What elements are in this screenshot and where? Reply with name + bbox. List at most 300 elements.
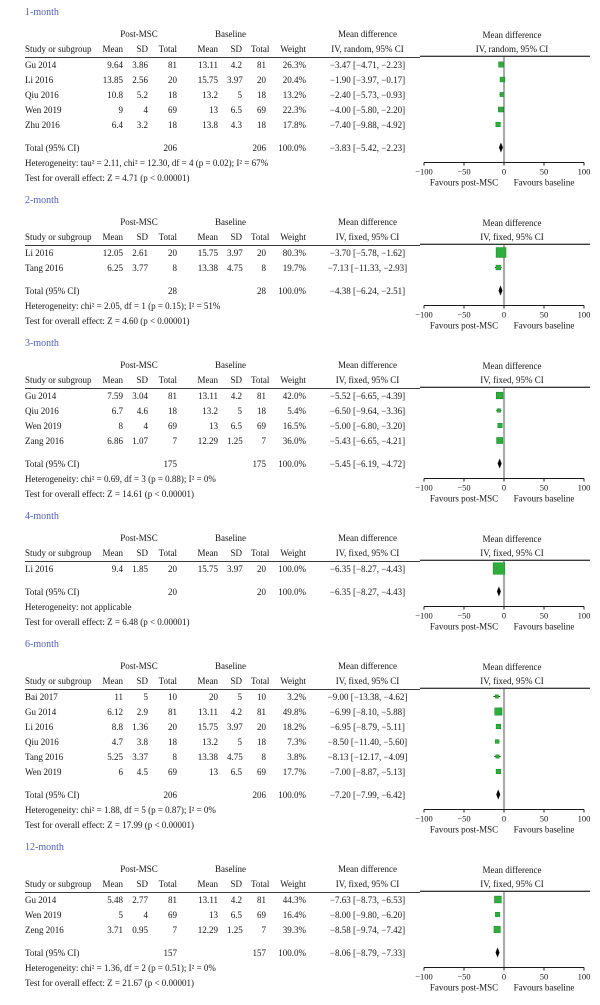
post-msc-mean: 5 — [118, 910, 123, 920]
study-ci-text: −7.13 [−11.33, −2.93] — [327, 263, 408, 273]
study-square — [495, 708, 502, 715]
heterogeneity-note: Heterogeneity: not applicable — [25, 602, 132, 612]
plot-md-header: Mean difference — [482, 662, 542, 672]
post-msc-sd: 4 — [143, 105, 148, 115]
panel-title: 6-month — [25, 639, 59, 650]
table-row — [25, 103, 420, 118]
post-msc-group-header: Post-MSC — [120, 360, 158, 370]
study-square — [498, 107, 503, 112]
study-column-header: Study or subgroup — [25, 232, 92, 242]
sd2-column-header: SD — [230, 879, 242, 889]
total-diamond — [498, 459, 502, 469]
study-ci-text: −1.90 [−3.97, −0.17] — [329, 75, 406, 85]
favours-left-label: Favours post-MSC — [429, 824, 499, 835]
weight-column-header: Weight — [280, 375, 306, 385]
axis-tick-label: 0 — [501, 610, 507, 621]
sd2-column-header: SD — [230, 676, 242, 686]
baseline-sd: 4.2 — [230, 895, 242, 905]
baseline-group-header: Baseline — [215, 661, 246, 671]
axis-tick-label: 50 — [539, 309, 549, 320]
baseline-sd: 6.5 — [230, 421, 242, 431]
axis-tick-label: −50 — [457, 610, 471, 621]
total-weight: 100.0% — [278, 459, 306, 469]
table-row — [25, 720, 420, 735]
total-label: Total (95% CI) — [25, 286, 80, 296]
total-row — [25, 457, 420, 472]
row-gap — [25, 276, 420, 284]
post-msc-total: 81 — [168, 895, 177, 905]
post-msc-mean: 9.4 — [111, 564, 123, 574]
total-baseline-n: 206 — [252, 790, 266, 800]
axis-tick-label: 0 — [501, 166, 507, 177]
study-table — [25, 358, 420, 502]
study-name: Gu 2014 — [25, 60, 57, 70]
post-msc-total: 18 — [168, 90, 177, 100]
post-msc-mean: 6 — [118, 767, 123, 777]
post-msc-mean: 6.12 — [107, 707, 123, 717]
baseline-total: 69 — [257, 105, 266, 115]
group-header-row — [25, 531, 420, 546]
post-msc-mean: 9.64 — [107, 60, 123, 70]
favours-left-label: Favours post-MSC — [429, 493, 499, 504]
baseline-mean: 15.75 — [197, 722, 218, 732]
post-msc-sd: 3.37 — [132, 752, 148, 762]
table-row — [25, 88, 420, 103]
study-weight: 17.7% — [282, 767, 306, 777]
total-ci-text: −8.06 [−8.79, −7.33] — [329, 948, 406, 958]
axis-tick-label: 50 — [539, 813, 549, 824]
heterogeneity-note: Heterogeneity: chi² = 1.88, df = 5 (p = 0.87); I² = 0% — [25, 805, 216, 815]
total-baseline-n: 28 — [257, 286, 266, 296]
mean1-column-header: Mean — [102, 548, 123, 558]
baseline-total: 20 — [257, 722, 266, 732]
study-table — [25, 27, 420, 186]
sd1-column-header: SD — [136, 375, 148, 385]
study-ci-text: −8.00 [−9.80, −6.20] — [329, 910, 406, 920]
post-msc-mean: 10.8 — [107, 90, 123, 100]
study-column-header: Study or subgroup — [25, 44, 92, 54]
post-msc-group-header: Post-MSC — [120, 533, 158, 543]
study-name: Tang 2016 — [25, 263, 64, 273]
post-msc-mean: 6.86 — [107, 436, 123, 446]
total-weight: 100.0% — [278, 790, 306, 800]
study-square — [496, 265, 501, 270]
forest-plot — [415, 659, 591, 836]
mean1-column-header: Mean — [102, 375, 123, 385]
favours-left-label: Favours post-MSC — [429, 982, 499, 993]
post-msc-total: 20 — [168, 722, 177, 732]
total2-column-header: Total — [251, 232, 270, 242]
heterogeneity-note: Heterogeneity: chi² = 0.69, df = 3 (p = 0.88); I² = 0% — [25, 474, 216, 484]
post-msc-sd: 2.77 — [132, 895, 148, 905]
post-msc-total: 8 — [172, 263, 177, 273]
baseline-sd: 1.25 — [227, 925, 243, 935]
spacer — [275, 659, 315, 674]
column-header-row — [25, 674, 420, 689]
baseline-mean: 15.75 — [197, 248, 218, 258]
weight-column-header: Weight — [280, 232, 306, 242]
baseline-total: 18 — [257, 406, 266, 416]
mean2-column-header: Mean — [197, 44, 218, 54]
spacer — [25, 659, 92, 674]
table-row — [25, 73, 420, 88]
sd2-column-header: SD — [230, 232, 242, 242]
axis-tick-label: 100 — [577, 813, 591, 824]
axis-tick-label: −100 — [415, 813, 433, 824]
total-diamond — [496, 948, 500, 958]
panel-body — [25, 27, 600, 189]
baseline-sd: 4.2 — [230, 60, 242, 70]
total-row — [25, 284, 420, 299]
favours-right-label: Favours baseline — [513, 177, 575, 188]
panel-body — [25, 215, 600, 332]
plot-md-header: Mean difference — [482, 534, 542, 544]
table-row — [25, 765, 420, 780]
forest-plot — [415, 215, 591, 332]
baseline-sd: 5 — [237, 692, 242, 702]
table-header — [25, 215, 420, 246]
study-weight: 20.4% — [282, 75, 306, 85]
mean1-column-header: Mean — [102, 44, 123, 54]
axis-tick-label: 50 — [539, 482, 549, 493]
axis-tick-label: −100 — [415, 610, 433, 621]
post-msc-group-header: Post-MSC — [120, 29, 158, 39]
table-header — [25, 862, 420, 893]
group-header-row — [25, 358, 420, 373]
post-msc-mean: 6.7 — [111, 406, 123, 416]
post-msc-sd: 4.6 — [136, 406, 148, 416]
column-header-row — [25, 546, 420, 561]
study-name: Zhu 2016 — [25, 120, 60, 130]
study-name: Li 2016 — [25, 722, 54, 732]
axis-tick-label: 50 — [539, 971, 549, 982]
plot-ci-header: IV, fixed, 95% CI — [480, 879, 544, 889]
baseline-mean: 13.11 — [198, 60, 218, 70]
spacer — [275, 27, 315, 42]
total-label: Total (95% CI) — [25, 587, 80, 597]
study-ci-text: −7.63 [−8.73, −6.53] — [329, 895, 406, 905]
study-square — [494, 926, 500, 932]
weight-column-header: Weight — [280, 879, 306, 889]
axis-tick-label: 0 — [501, 813, 507, 824]
overall-effect-note: Test for overall effect: Z = 14.61 (p < 0.00001) — [25, 489, 195, 499]
baseline-total: 18 — [257, 120, 266, 130]
table-row — [25, 419, 420, 434]
total1-column-header: Total — [158, 676, 177, 686]
total1-column-header: Total — [158, 879, 177, 889]
total-weight: 100.0% — [278, 587, 306, 597]
spacer — [25, 531, 92, 546]
baseline-group-header: Baseline — [215, 864, 246, 874]
baseline-total: 10 — [257, 692, 266, 702]
post-msc-mean: 11 — [114, 692, 123, 702]
post-msc-sd: 2.56 — [132, 75, 148, 85]
baseline-sd: 6.5 — [230, 767, 242, 777]
baseline-total: 20 — [257, 75, 266, 85]
study-square — [500, 92, 504, 96]
axis-tick-label: 100 — [577, 482, 591, 493]
total-row — [25, 141, 420, 156]
post-msc-sd: 3.2 — [136, 120, 148, 130]
total1-column-header: Total — [158, 548, 177, 558]
study-ci-text: −8.58 [−9.74, −7.42] — [329, 925, 406, 935]
axis-tick-label: 50 — [539, 610, 549, 621]
panel-body — [25, 862, 600, 994]
total-weight: 100.0% — [278, 143, 306, 153]
study-column-header: Study or subgroup — [25, 375, 92, 385]
total-post-msc-n: 175 — [163, 459, 177, 469]
post-msc-sd: 1.85 — [132, 564, 148, 574]
forest-plot — [415, 862, 591, 994]
study-square — [493, 563, 505, 575]
mean-difference-header: Mean difference — [337, 533, 398, 543]
study-weight: 17.8% — [282, 120, 306, 130]
post-msc-mean: 6.25 — [107, 263, 123, 273]
study-weight: 13.2% — [282, 90, 306, 100]
post-msc-group-header: Post-MSC — [120, 864, 158, 874]
sd2-column-header: SD — [230, 44, 242, 54]
mean-difference-header: Mean difference — [337, 864, 398, 874]
forest-panel — [25, 638, 600, 836]
plot-md-header: Mean difference — [482, 361, 542, 371]
study-name: Bai 2017 — [25, 692, 58, 702]
baseline-sd: 4.2 — [230, 707, 242, 717]
baseline-mean: 20 — [209, 692, 218, 702]
weight-column-header: Weight — [280, 548, 306, 558]
table-row — [25, 735, 420, 750]
axis-tick-label: 0 — [501, 971, 507, 982]
baseline-total: 7 — [261, 925, 266, 935]
plot-md-header: Mean difference — [482, 30, 542, 40]
overall-effect-note: Test for overall effect: Z = 17.99 (p < 0.00001) — [25, 820, 195, 830]
post-msc-total: 69 — [168, 767, 177, 777]
total-post-msc-n: 206 — [163, 143, 177, 153]
study-weight: 16.5% — [282, 421, 306, 431]
table-row — [25, 908, 420, 923]
study-ci-text: −5.52 [−6.65, −4.39] — [329, 391, 406, 401]
group-header-row — [25, 27, 420, 42]
axis-tick-label: 50 — [539, 166, 549, 177]
post-msc-mean: 8.8 — [111, 722, 123, 732]
baseline-mean: 13.2 — [202, 90, 218, 100]
study-ci-text: −4.00 [−5.80, −2.20] — [329, 105, 406, 115]
plot-ci-header: IV, fixed, 95% CI — [480, 232, 544, 242]
plot-md-header: Mean difference — [482, 865, 542, 875]
overall-effect-note: Test for overall effect: Z = 21.67 (p < 0.00001) — [25, 978, 195, 988]
forest-panel — [25, 194, 600, 332]
post-msc-total: 8 — [172, 752, 177, 762]
post-msc-total: 18 — [168, 737, 177, 747]
study-ci-text: −6.95 [−8.79, −5.11] — [330, 722, 405, 732]
favours-left-label: Favours post-MSC — [429, 177, 499, 188]
study-square — [500, 77, 505, 82]
study-square — [496, 248, 506, 258]
spacer — [25, 862, 92, 877]
study-name: Gu 2014 — [25, 707, 57, 717]
plot-ci-header: IV, fixed, 95% CI — [480, 548, 544, 558]
mean2-column-header: Mean — [197, 232, 218, 242]
total-ci-text: −4.38 [−6.24, −2.51] — [329, 286, 406, 296]
spacer — [275, 358, 315, 373]
post-msc-mean: 5.48 — [107, 895, 123, 905]
baseline-mean: 13.11 — [198, 391, 218, 401]
total-post-msc-n: 20 — [168, 587, 177, 597]
study-name: Zeng 2016 — [25, 925, 64, 935]
study-square — [496, 755, 499, 758]
mean2-column-header: Mean — [197, 548, 218, 558]
ci-method-header: IV, fixed, 95% CI — [335, 232, 400, 242]
axis-tick-label: −50 — [457, 309, 471, 320]
table-row — [25, 58, 420, 73]
baseline-sd: 6.5 — [230, 105, 242, 115]
study-name: Wen 2019 — [25, 910, 62, 920]
plot-ci-header: IV, fixed, 95% CI — [480, 676, 544, 686]
baseline-mean: 13.11 — [198, 895, 218, 905]
total-post-msc-n: 206 — [163, 790, 177, 800]
forest-plot-figure — [25, 6, 600, 994]
table-row — [25, 118, 420, 133]
axis-tick-label: 0 — [501, 309, 507, 320]
post-msc-total: 69 — [168, 105, 177, 115]
study-name: Wen 2019 — [25, 767, 62, 777]
total-label: Total (95% CI) — [25, 948, 80, 958]
spacer — [25, 358, 92, 373]
post-msc-total: 20 — [168, 248, 177, 258]
study-ci-text: −6.99 [−8.10, −5.88] — [329, 707, 406, 717]
baseline-mean: 13.38 — [197, 263, 218, 273]
table-header — [25, 358, 420, 389]
post-msc-total: 69 — [168, 910, 177, 920]
baseline-total: 81 — [257, 895, 266, 905]
study-name: Wen 2019 — [25, 105, 62, 115]
axis-tick-label: −50 — [457, 971, 471, 982]
post-msc-sd: 4 — [143, 421, 148, 431]
row-gap — [25, 938, 420, 946]
study-weight: 5.4% — [287, 406, 306, 416]
mean-difference-header: Mean difference — [337, 29, 398, 39]
total-diamond — [499, 143, 503, 153]
study-square — [496, 769, 501, 774]
table-row — [25, 246, 420, 261]
forest-panel — [25, 6, 600, 189]
total-baseline-n: 175 — [252, 459, 266, 469]
sd2-column-header: SD — [230, 548, 242, 558]
axis-tick-label: −100 — [415, 482, 433, 493]
panel-body — [25, 659, 600, 836]
study-ci-text: −5.43 [−6.65, −4.21] — [329, 436, 406, 446]
study-ci-text: −9.00 [−13.38, −4.62] — [327, 692, 408, 702]
total-diamond — [498, 286, 502, 296]
group-header-row — [25, 215, 420, 230]
post-msc-total: 18 — [168, 406, 177, 416]
study-name: Li 2016 — [25, 248, 54, 258]
post-msc-total: 20 — [168, 564, 177, 574]
spacer — [25, 215, 92, 230]
ci-method-header: IV, fixed, 95% CI — [335, 375, 400, 385]
spacer — [275, 215, 315, 230]
post-msc-mean: 8 — [118, 421, 123, 431]
baseline-sd: 3.97 — [227, 75, 243, 85]
baseline-total: 8 — [261, 752, 266, 762]
overall-effect-note: Test for overall effect: Z = 4.60 (p < 0.00001) — [25, 316, 190, 326]
study-name: Gu 2014 — [25, 895, 57, 905]
spacer — [275, 531, 315, 546]
row-gap — [25, 577, 420, 585]
post-msc-sd: 0.95 — [132, 925, 148, 935]
post-msc-mean: 4.7 — [111, 737, 123, 747]
baseline-mean: 15.75 — [197, 75, 218, 85]
baseline-mean: 13.2 — [202, 406, 218, 416]
study-square — [497, 437, 503, 443]
baseline-sd: 4.75 — [227, 752, 243, 762]
baseline-mean: 12.29 — [197, 925, 218, 935]
heterogeneity-note: Heterogeneity: chi² = 1.36, df = 2 (p = 0.51); I² = 0% — [25, 963, 216, 973]
table-header — [25, 27, 420, 58]
overall-effect-note: Test for overall effect: Z = 6.48 (p < 0.00001) — [25, 617, 190, 627]
total2-column-header: Total — [251, 879, 270, 889]
study-name: Zang 2016 — [25, 436, 64, 446]
baseline-mean: 13 — [209, 767, 218, 777]
study-ci-text: −3.47 [−4.71, −2.23] — [329, 60, 406, 70]
study-column-header: Study or subgroup — [25, 548, 92, 558]
table-row — [25, 562, 420, 577]
study-weight: 39.3% — [282, 925, 306, 935]
mean2-column-header: Mean — [197, 879, 218, 889]
sd1-column-header: SD — [136, 676, 148, 686]
post-msc-sd: 1.36 — [132, 722, 148, 732]
axis-tick-label: −50 — [457, 482, 471, 493]
group-header-row — [25, 862, 420, 877]
panel-body — [25, 531, 600, 633]
post-msc-sd: 3.77 — [132, 263, 148, 273]
mean1-column-header: Mean — [102, 676, 123, 686]
baseline-total: 8 — [261, 263, 266, 273]
panel-title: 12-month — [25, 842, 64, 853]
total-baseline-n: 206 — [252, 143, 266, 153]
study-square — [496, 724, 501, 729]
sd2-column-header: SD — [230, 375, 242, 385]
sd1-column-header: SD — [136, 232, 148, 242]
baseline-total: 69 — [257, 421, 266, 431]
table-row — [25, 690, 420, 705]
group-header-row — [25, 659, 420, 674]
ci-method-header: IV, fixed, 95% CI — [335, 548, 400, 558]
post-msc-sd: 2.61 — [132, 248, 148, 258]
mean-difference-header: Mean difference — [337, 217, 398, 227]
baseline-mean: 13.8 — [202, 120, 218, 130]
axis-tick-label: −50 — [457, 166, 471, 177]
table-row — [25, 434, 420, 449]
post-msc-mean: 5.25 — [107, 752, 123, 762]
mean1-column-header: Mean — [102, 879, 123, 889]
baseline-sd: 4.3 — [230, 120, 242, 130]
mean-difference-header: Mean difference — [337, 661, 398, 671]
study-table — [25, 862, 420, 991]
post-msc-sd: 3.04 — [132, 391, 148, 401]
post-msc-total: 7 — [172, 436, 177, 446]
baseline-sd: 3.97 — [227, 564, 243, 574]
study-table — [25, 531, 420, 630]
total2-column-header: Total — [251, 548, 270, 558]
study-weight: 19.7% — [282, 263, 306, 273]
post-msc-mean: 9 — [118, 105, 123, 115]
study-ci-text: −2.40 [−5.73, −0.93] — [329, 90, 406, 100]
post-msc-sd: 1.07 — [132, 436, 148, 446]
forest-plot — [415, 531, 591, 633]
study-column-header: Study or subgroup — [25, 676, 92, 686]
post-msc-sd: 4.5 — [136, 767, 148, 777]
baseline-total: 20 — [257, 248, 266, 258]
